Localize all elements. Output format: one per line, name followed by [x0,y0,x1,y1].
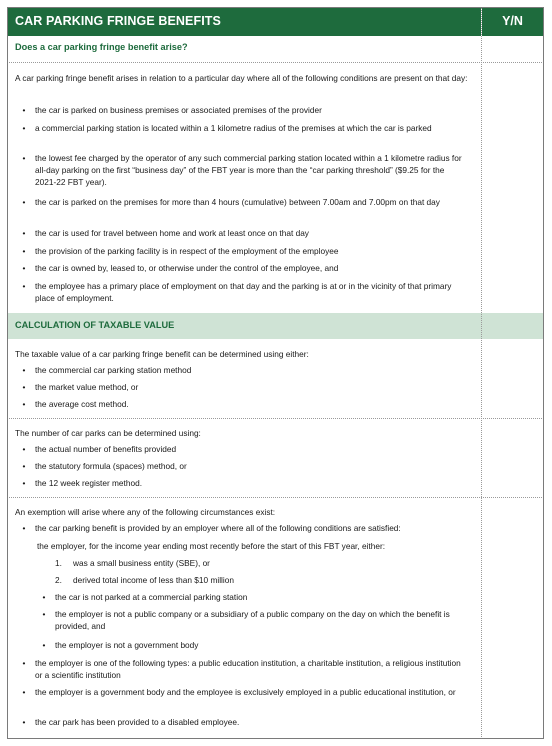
item-number: 2. [55,575,62,585]
bullet-icon: • [22,246,26,256]
conditions-intro: A car parking fringe benefit arises in relation to a particular day where all of the following conditions are present on that day: [15,73,468,83]
list-item-text: the car is not parked at a commercial parking station [55,592,248,602]
bullet-icon: • [22,263,26,273]
list-item-text: the employer is not a government body [55,640,199,650]
list-item-text: the employee has a primary place of employment on that day and the parking is at or in the vicinity of that primary place of employment. [35,281,452,303]
bullet-icon: • [22,197,26,207]
list-item-text: the car is used for travel between home and work at least once on that day [35,228,309,238]
bullet-icon: • [22,461,26,471]
bullet-icon: • [22,105,26,115]
section-title: CALCULATION OF TAXABLE VALUE [15,320,175,330]
list-item-text: a commercial parking station is located within a 1 kilometre radius of the premises at which the car is parked [35,123,432,133]
list-item-text: the market value method, or [35,382,139,392]
bullet-icon: • [22,478,26,488]
bullet-icon: • [22,658,26,668]
bullet-icon: • [22,523,26,533]
bullet-icon: • [22,228,26,238]
bullet-icon: • [42,609,46,619]
bullet-icon: • [22,382,26,392]
exemption-intro: An exemption will arise where any of the following circumstances exist: [15,507,276,517]
list-item-text: the car park has been provided to a disabled employee. [35,717,240,727]
list-item-text: the employer is a government body and the employee is exclusively employed in a public educational institution, or [35,687,456,697]
list-item-text: the employer is one of the following types: a public education institution, a charitable institution, a religious institution or a scientific institution [35,658,461,680]
bullet-icon: • [22,281,26,291]
bullet-icon: • [22,399,26,409]
item-text: derived total income of less than $10 million [73,575,234,585]
list-item-text: the employer is not a public company or a subsidiary of a public company on the day on which the benefit is provided, and [55,609,450,631]
list-item-text: the 12 week register method. [35,478,142,488]
list-item-text: the actual number of benefits provided [35,444,177,454]
list-item-text: the car is owned by, leased to, or otherwise under the control of the employee, and [35,263,339,273]
bullet-icon: • [22,717,26,727]
list-item-text: the commercial car parking station method [35,365,192,375]
list-item-text: the car parking benefit is provided by an employer where all of the following conditions are satisfied: [35,523,401,533]
list-item-text: the car is parked on business premises or associated premises of the provider [35,105,322,115]
question-heading: Does a car parking fringe benefit arise? [15,42,188,52]
list-item-text: the lowest fee charged by the operator of any such commercial parking station located within a 1 kilometre radius for all-day parking on the first “business day” of the FBT year is more than the “car parking threshold” ($9.25 for the 2021-22 FBT year). [35,153,462,187]
bullet-icon: • [22,365,26,375]
bullet-icon: • [22,153,26,163]
list-item-text: the average cost method. [35,399,129,409]
exemption-sub-intro: the employer, for the income year ending most recently before the start of this FBT year, either: [37,541,386,551]
list-item-text: the statutory formula (spaces) method, or [35,461,187,471]
item-number: 1. [55,558,62,568]
carparks-intro: The number of car parks can be determined using: [15,428,201,438]
yn-column-header: Y/N [502,14,523,28]
bullet-icon: • [42,592,46,602]
item-text: was a small business entity (SBE), or [73,558,210,568]
list-item-text: the provision of the parking facility is in respect of the employment of the employee [35,246,339,256]
taxable-intro: The taxable value of a car parking fringe benefit can be determined using either: [15,349,309,359]
table-border [7,7,544,739]
bullet-icon: • [22,687,26,697]
bullet-icon: • [22,444,26,454]
bullet-icon: • [22,123,26,133]
table-title: CAR PARKING FRINGE BENEFITS [15,14,221,28]
list-item-text: the car is parked on the premises for more than 4 hours (cumulative) between 7.00am and 7.00pm on that day [35,197,440,207]
bullet-icon: • [42,640,46,650]
